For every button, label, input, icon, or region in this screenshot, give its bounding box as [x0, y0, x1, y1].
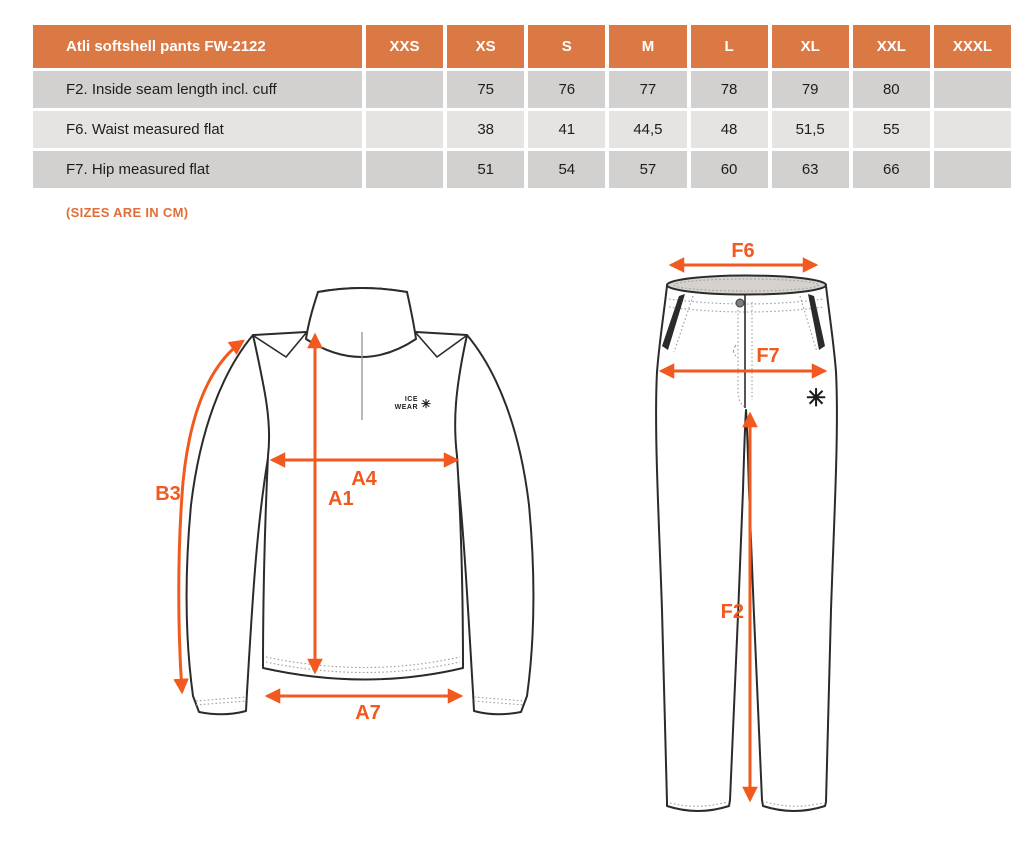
snowflake-logo-icon: ✳ [805, 385, 827, 412]
a1-label: A1 [328, 488, 354, 510]
size-value-cell: 48 [691, 111, 768, 148]
size-column-header-xxl: XXL [853, 25, 930, 68]
a7-label: A7 [355, 702, 381, 724]
f2-label: F2 [720, 601, 744, 623]
size-value-cell [934, 111, 1011, 148]
snowflake-logo-icon: ✳ [420, 397, 432, 411]
b3-label: B3 [155, 483, 181, 505]
size-value-cell [366, 111, 443, 148]
pullover-torso [253, 332, 467, 680]
size-column-header-m: M [609, 25, 686, 68]
product-title: Atli softshell pants FW-2122 [33, 25, 362, 68]
size-value-cell: 79 [772, 71, 849, 108]
size-value-cell: 54 [528, 151, 605, 188]
size-value-cell: 51,5 [772, 111, 849, 148]
size-value-cell: 57 [609, 151, 686, 188]
size-column-header-xxs: XXS [366, 25, 443, 68]
size-column-header-xs: XS [447, 25, 524, 68]
size-value-cell: 55 [853, 111, 930, 148]
size-value-cell: 41 [528, 111, 605, 148]
measurement-row-label: F7. Hip measured flat [33, 151, 362, 188]
size-value-cell: 76 [528, 71, 605, 108]
size-value-cell: 44,5 [609, 111, 686, 148]
size-value-cell [934, 151, 1011, 188]
measurement-row-label: F6. Waist measured flat [33, 111, 362, 148]
waist-button [736, 299, 744, 307]
pullover-diagram [140, 240, 580, 740]
size-table [33, 25, 1011, 188]
size-value-cell [366, 151, 443, 188]
sizes-unit-note: (SIZES ARE IN CM) [66, 205, 189, 220]
size-value-cell: 75 [447, 71, 524, 108]
pullover-left-sleeve [187, 335, 268, 714]
pants-silhouette [656, 286, 837, 811]
waistband [667, 276, 826, 295]
size-value-cell: 66 [853, 151, 930, 188]
size-column-header-xxxl: XXXL [934, 25, 1011, 68]
collar [306, 288, 416, 357]
size-value-cell: 51 [447, 151, 524, 188]
size-value-cell: 78 [691, 71, 768, 108]
size-column-header-xl: XL [772, 25, 849, 68]
f6-label: F6 [731, 240, 755, 262]
size-value-cell [934, 71, 1011, 108]
size-value-cell: 60 [691, 151, 768, 188]
a4-label: A4 [351, 468, 377, 490]
size-value-cell: 38 [447, 111, 524, 148]
size-value-cell [366, 71, 443, 108]
pullover-right-sleeve [456, 335, 533, 714]
size-value-cell: 80 [853, 71, 930, 108]
measurement-row-label: F2. Inside seam length incl. cuff [33, 71, 362, 108]
size-column-header-l: L [691, 25, 768, 68]
size-value-cell: 63 [772, 151, 849, 188]
f7-label: F7 [756, 345, 780, 367]
brand-text-ice: ICE [404, 396, 418, 403]
size-value-cell: 77 [609, 71, 686, 108]
brand-text-wear: WEAR [394, 404, 418, 411]
size-column-header-s: S [528, 25, 605, 68]
pants-diagram [630, 235, 860, 845]
